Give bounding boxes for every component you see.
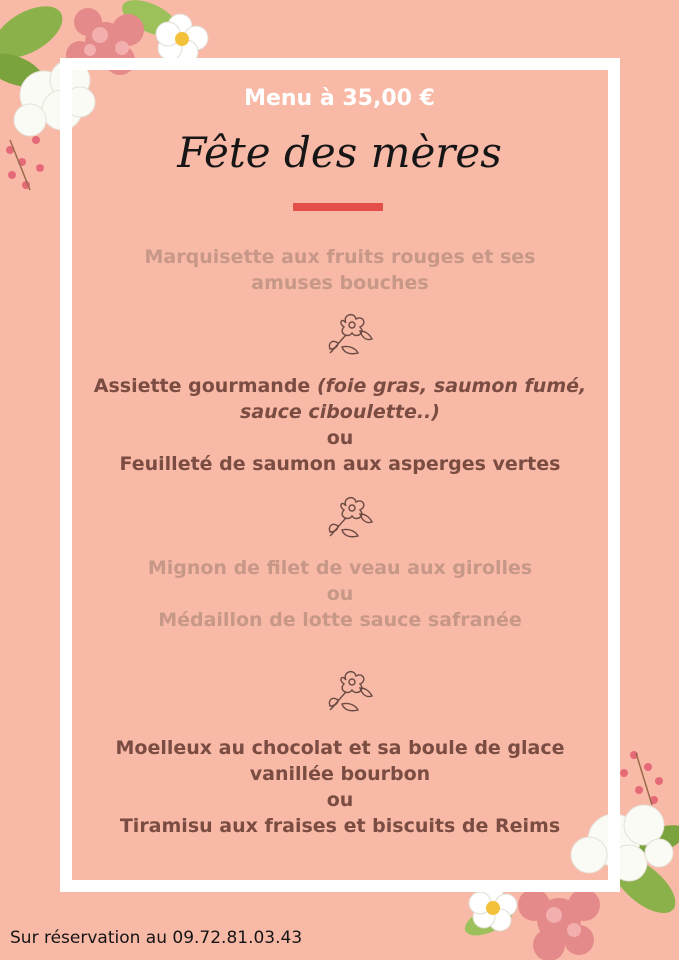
course-dessert bbox=[80, 735, 600, 839]
reservation-note: Sur réservation au 09.72.81.03.43 bbox=[10, 928, 303, 948]
dish-name: Feuilleté de saumon aux asperges vertes bbox=[119, 453, 561, 475]
dish-name: Mignon de filet de veau aux girolles bbox=[147, 557, 533, 579]
dish-detail: sauce ciboulette..) bbox=[240, 401, 440, 423]
course-line: Marquisette aux fruits rouges et ses bbox=[144, 246, 536, 268]
course-line: amuses bouches bbox=[251, 272, 429, 294]
dish-name: Tiramisu aux fraises et biscuits de Reims bbox=[119, 815, 561, 837]
dish-name: vanillée bourbon bbox=[249, 763, 431, 785]
title-underline bbox=[293, 203, 383, 211]
course-starter bbox=[80, 244, 600, 296]
flower-sketch-icon bbox=[324, 309, 376, 357]
menu-price: Menu à 35,00 € bbox=[244, 86, 435, 111]
course-main-2 bbox=[80, 555, 600, 633]
course-line bbox=[80, 373, 600, 399]
course-main-1 bbox=[80, 373, 600, 477]
or-separator: ou bbox=[326, 583, 354, 605]
dish-detail: (foie gras, saumon fumé, bbox=[316, 375, 587, 397]
dish-name: Assiette gourmande bbox=[93, 375, 317, 397]
or-separator: ou bbox=[326, 427, 354, 449]
flower-sketch-icon bbox=[324, 666, 376, 714]
dish-name: Moelleux au chocolat et sa boule de glace bbox=[115, 737, 565, 759]
menu-title: Fête des mères bbox=[177, 128, 502, 177]
flower-sketch-icon bbox=[324, 492, 376, 540]
or-separator: ou bbox=[326, 789, 354, 811]
dish-name: Médaillon de lotte sauce safranée bbox=[158, 609, 522, 631]
